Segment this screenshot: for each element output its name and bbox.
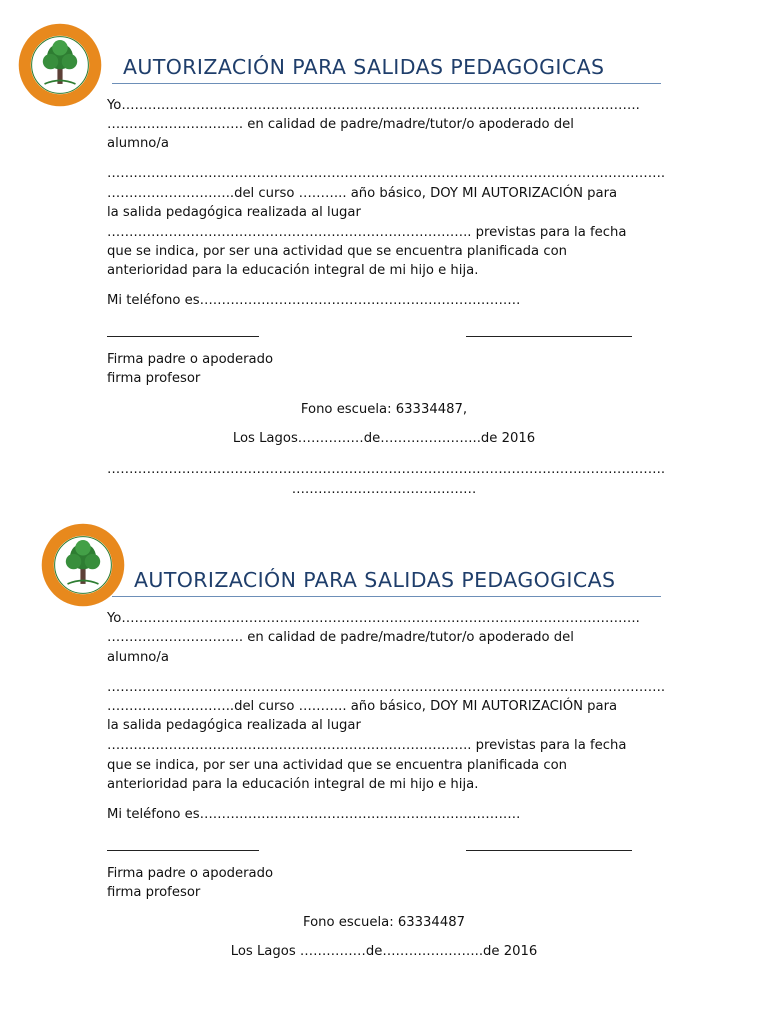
guardian-signature-label: Firma padre o apoderado [107,866,274,881]
cut-dots-line: ………………………………………………………………………………………………………………. [107,462,666,477]
title-underline [112,83,661,84]
activity-line: que se indica, por ser una actividad que se encuentra planificada con [107,758,567,773]
course-authorization-line: ………………………..del curso ……….. año básico, DOY MI AUTORIZACIÓN para [107,699,618,714]
student-name-dots: ………………………………………………………………………………………………………………. [107,166,666,181]
teacher-signature-label: firma profesor [107,885,201,900]
school-phone: Fono escuela: 63334487 [302,915,465,930]
phone-line: Mi teléfono es………………………………………………………………. [107,807,521,822]
phone-line: Mi teléfono es………………………………………………………………. [107,293,521,308]
education-line: anterioridad para la educación integral de mi hijo e hija. [107,263,479,278]
guardian-signature-line[interactable] [107,850,259,851]
place-line: la salida pedagógica realizada al lugar [107,718,361,733]
place-dots-line: ……………………………………………………………………….. previstas para la fecha [107,738,627,753]
course-authorization-line: ………………………..del curso ……….. año básico, DOY MI AUTORIZACIÓN para [107,186,618,201]
guardian-signature-label: Firma padre o apoderado [107,352,274,367]
guardian-signature-line[interactable] [107,336,259,337]
student-label: alumno/a [107,136,169,151]
authorization-form-1 [0,0,768,510]
date-line: Los Lagos……………de…………………..de 2016 [232,431,536,446]
teacher-signature-label: firma profesor [107,371,201,386]
place-line: la salida pedagógica realizada al lugar [107,205,361,220]
student-name-dots: ………………………………………………………………………………………………………………. [107,680,666,695]
authorization-form-2 [0,510,768,1024]
yo-line: Yo………………………………………………………………………………………………………. [107,611,640,626]
teacher-signature-line[interactable] [466,336,632,337]
teacher-signature-line[interactable] [466,850,632,851]
guardian-role-line: …………………………. en calidad de padre/madre/tutor/o apoderado del [107,117,574,132]
yo-line: Yo………………………………………………………………………………………………………. [107,98,640,113]
place-dots-line: ……………………………………………………………………….. previstas para la fecha [107,225,627,240]
activity-line: que se indica, por ser una actividad que se encuentra planificada con [107,244,567,259]
guardian-role-line: …………………………. en calidad de padre/madre/tutor/o apoderado del [107,630,574,645]
school-tree-seal-icon [17,22,103,108]
form-title: AUTORIZACIÓN PARA SALIDAS PEDAGOGICAS [123,55,605,79]
title-underline [112,596,661,597]
cut-dots-line-short: …………………………………… [291,482,477,497]
school-phone: Fono escuela: 63334487, [300,402,468,417]
student-label: alumno/a [107,650,169,665]
date-line: Los Lagos ……………de…………………..de 2016 [230,944,538,959]
form-title: AUTORIZACIÓN PARA SALIDAS PEDAGOGICAS [134,568,616,592]
education-line: anterioridad para la educación integral de mi hijo e hija. [107,777,479,792]
